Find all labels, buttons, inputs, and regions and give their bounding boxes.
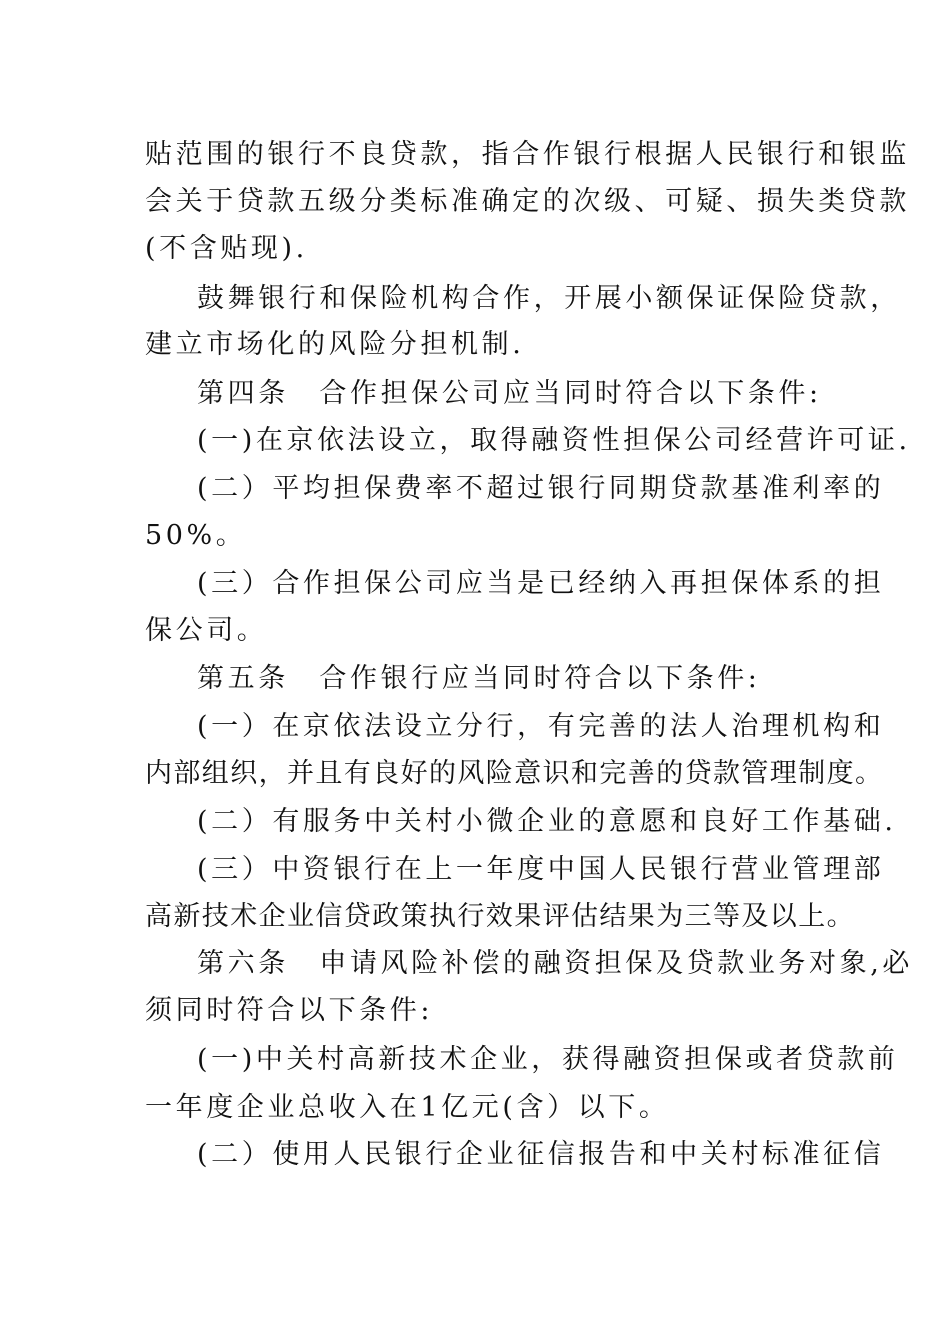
paragraph-line: 鼓舞银行和保险机构合作，开展小额保证保险贷款，: [197, 283, 901, 314]
article-heading: 第六条 申请风险补偿的融资担保及贷款业务对象,必: [197, 948, 913, 979]
paragraph-line: 高新技术企业信贷政策执行效果评估结果为三等及以上。: [145, 901, 855, 932]
list-item: (一)在京依法设立，取得融资性担保公司经营许可证.: [197, 425, 911, 456]
paragraph-line: 50%。: [145, 520, 247, 551]
paragraph-line: 会关于贷款五级分类标准确定的次级、可疑、损失类贷款: [145, 186, 910, 217]
list-item: (二）使用人民银行企业征信报告和中关村标准征信: [197, 1139, 885, 1170]
paragraph-line: 须同时符合以下条件:: [145, 995, 434, 1026]
list-item: (二）有服务中关村小微企业的意愿和良好工作基础.: [197, 806, 897, 837]
paragraph-line: (不含贴现).: [145, 233, 308, 264]
list-item: (三）合作担保公司应当是已经纳入再担保体系的担: [197, 568, 885, 599]
paragraph-line: 一年度企业总收入在1亿元(含）以下。: [145, 1092, 670, 1123]
list-item: (三）中资银行在上一年度中国人民银行营业管理部: [197, 854, 885, 885]
article-heading: 第五条 合作银行应当同时符合以下条件:: [197, 663, 761, 694]
paragraph-line: 建立市场化的风险分担机制.: [145, 329, 525, 360]
list-item: (一）在京依法设立分行，有完善的法人治理机构和: [197, 711, 885, 742]
list-item: (一)中关村高新技术企业，获得融资担保或者贷款前: [197, 1044, 899, 1075]
paragraph-line: 内部组织，并且有良好的风险意识和完善的贷款管理制度。: [145, 758, 884, 789]
paragraph-line: 保公司。: [145, 615, 268, 646]
paragraph-line: 贴范围的银行不良贷款，指合作银行根据人民银行和银监: [145, 139, 910, 170]
article-heading: 第四条 合作担保公司应当同时符合以下条件:: [197, 378, 822, 409]
list-item: (二）平均担保费率不超过银行同期贷款基准利率的: [197, 473, 885, 504]
